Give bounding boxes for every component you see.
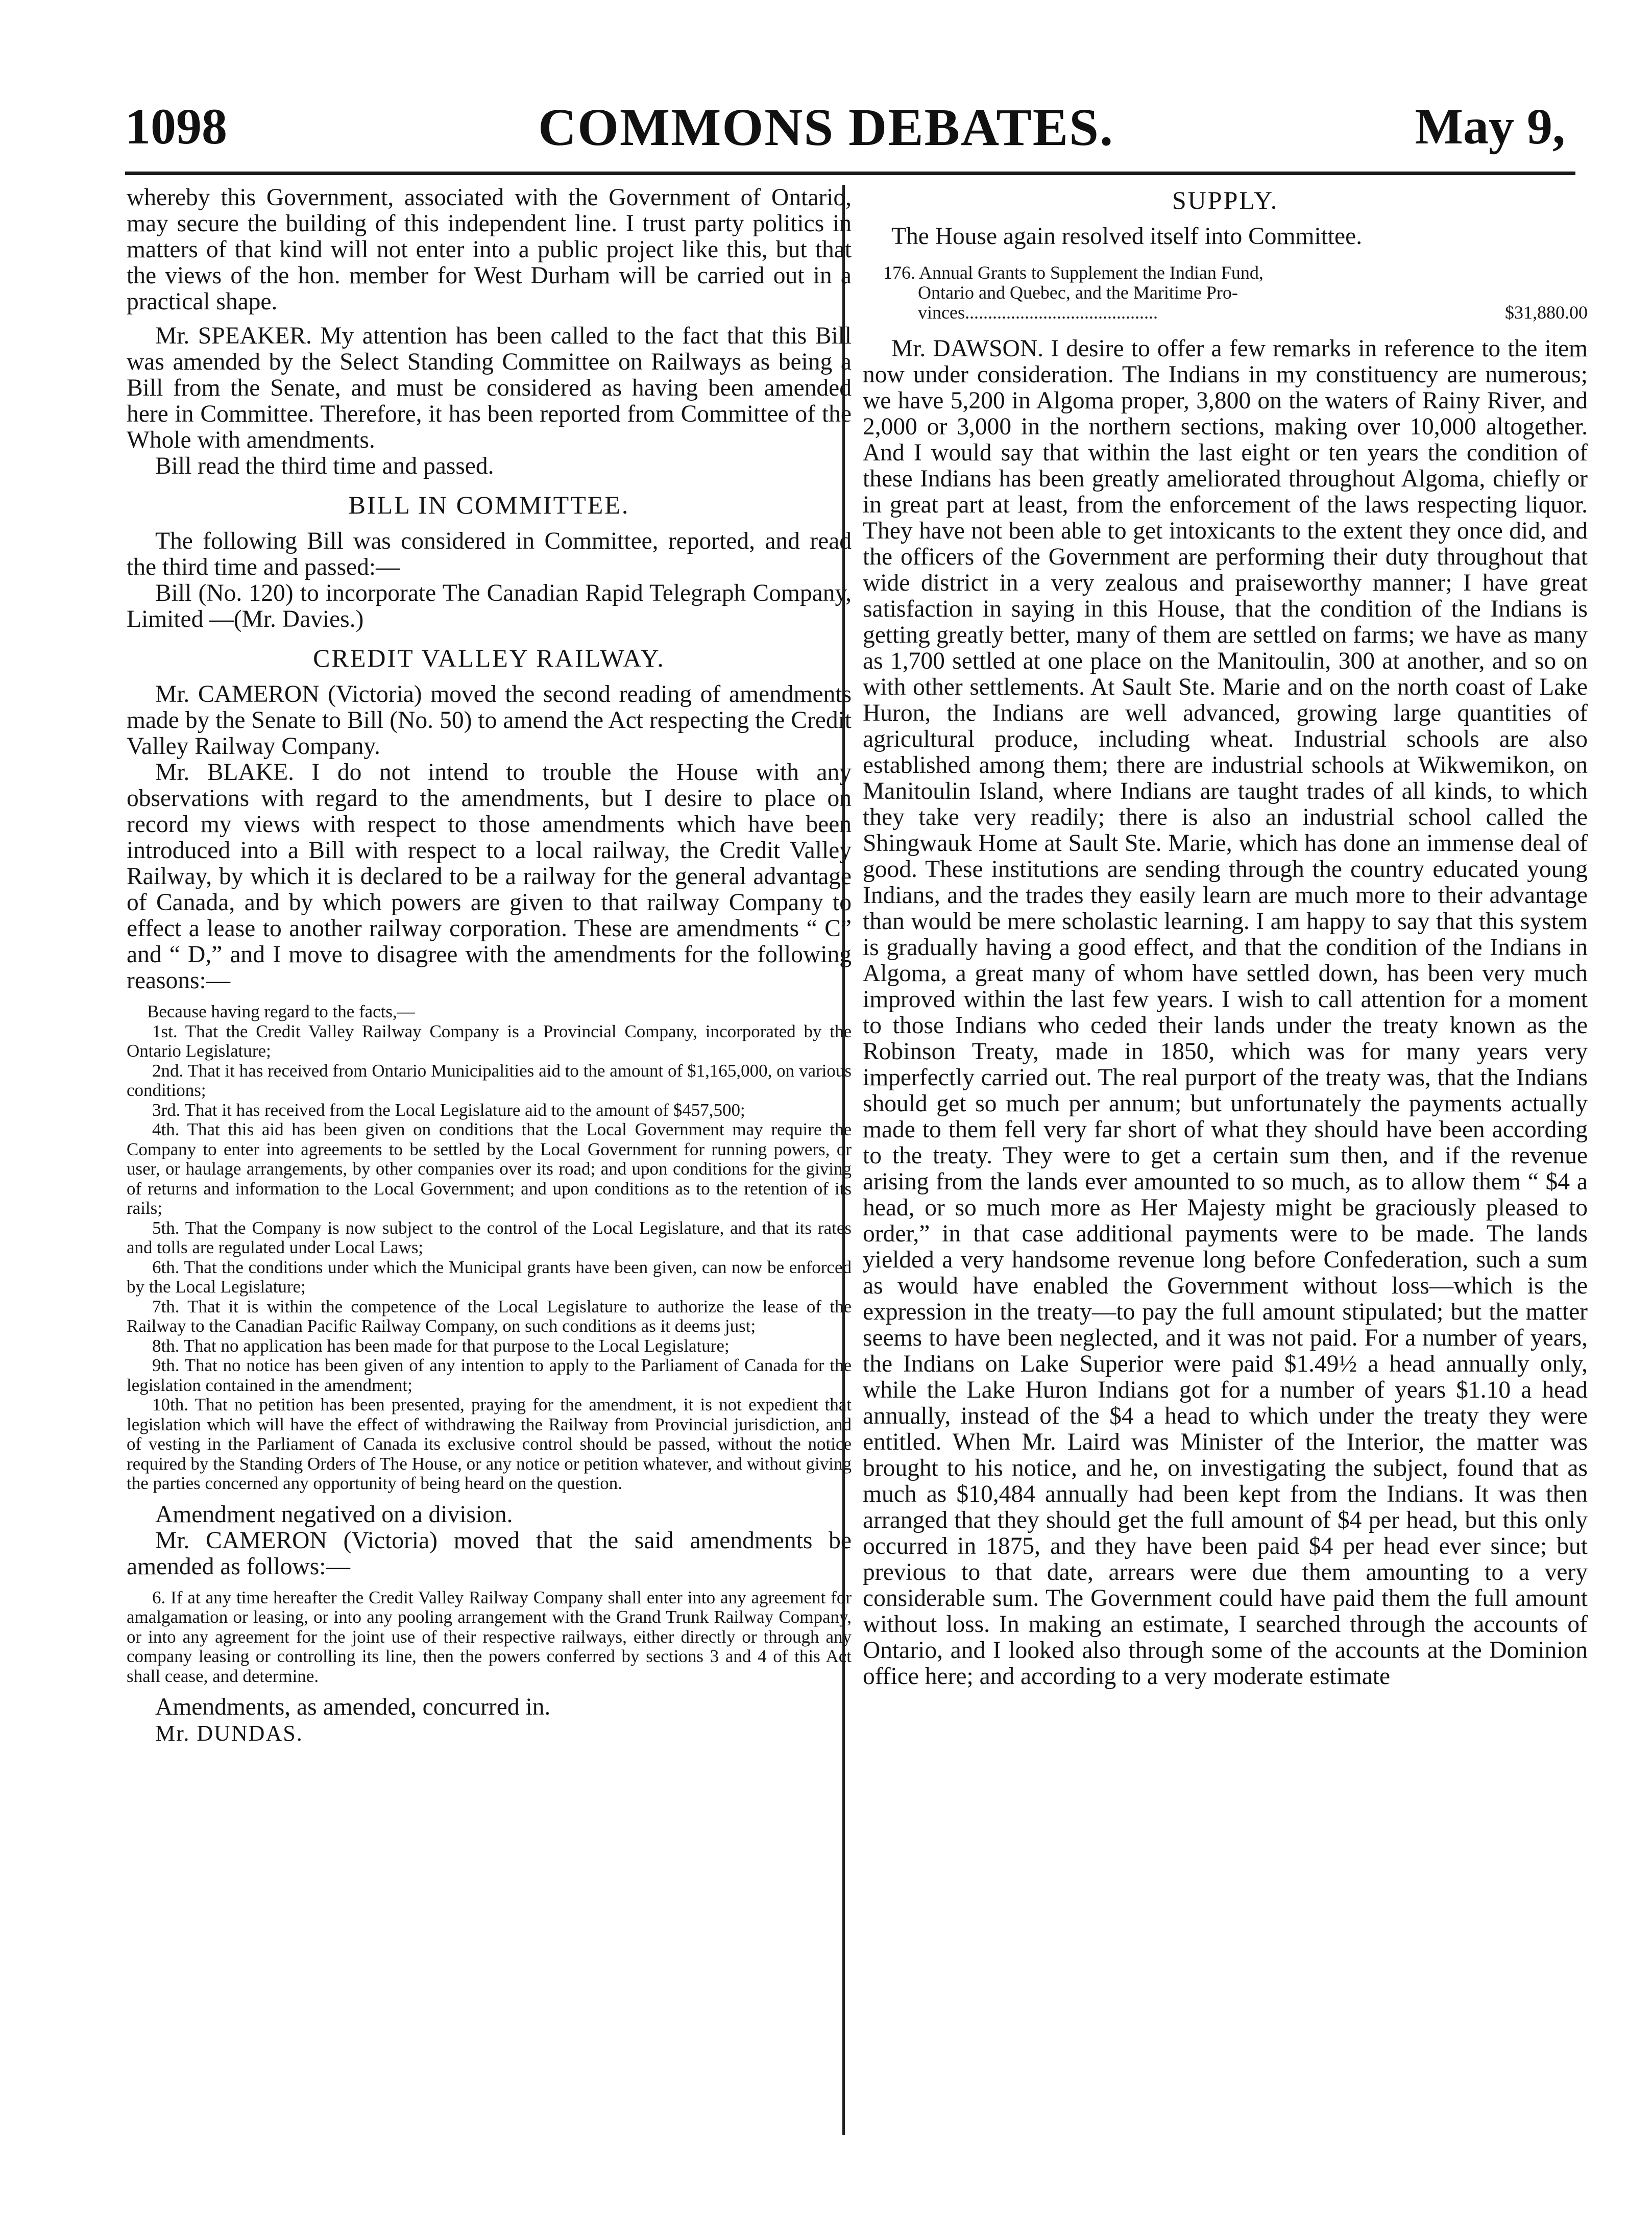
paragraph: Bill (No. 120) to incorporate The Canadian Rapid Telegraph Company, Limited —(Mr. Davies.) <box>127 580 852 632</box>
reason-item: 1st. That the Credit Valley Railway Company is a Provincial Company, incorporated by the Ontario Legislature; <box>127 1021 852 1061</box>
paragraph: Mr. SPEAKER. My attention has been called to the fact that this Bill was amended by the Select Standing Committee on Railways as being a Bill from the Senate, and must be considered as having been amended here in Committee. Therefore, it has been reported from Committee of the Whole with amendments. <box>127 323 852 453</box>
page-date: May 9, <box>1415 98 1565 155</box>
amendment-clause: 6. If at any time hereafter the Credit Valley Railway Company shall enter into any agreement for amalgamation or leasing, or into any pooling arrangement with the Grand Trunk Railway Company, or into any agreement for the joint use of their respective railways, either directly or through any company leasing or controlling its line, then the powers conferred by sections 3 and 4 of this Act shall cease, and determine. <box>127 1587 852 1686</box>
supply-item-line-3 <box>863 303 1588 323</box>
section-heading: CREDIT VALLEY RAILWAY. <box>313 644 665 672</box>
supply-item-amount: $31,880.00 <box>1505 302 1588 323</box>
paragraph: Mr. CAMERON (Victoria) moved the second reading of amendments made by the Senate to Bill (No. 50) to amend the Act respecting the Credit Valley Railway Company. <box>127 681 852 760</box>
paragraph: Mr. CAMERON (Victoria) moved that the said amendments be amended as follows:— <box>127 1527 852 1580</box>
left-column <box>127 185 852 1747</box>
supply-item-line: Ontario and Quebec, and the Maritime Pro- <box>918 282 1238 303</box>
paragraph: Amendment negatived on a division. <box>155 1501 513 1528</box>
section-heading: BILL IN COMMITTEE. <box>348 491 630 519</box>
paragraph: The House again resolved itself into Committee. <box>891 223 1363 250</box>
reason-item: 4th. That this aid has been given on conditions that the Local Government may require the Company to enter into agreements to be settled by the Local Government for running powers, or user, or haulage arrangements, by other companies over its road; and upon conditions for the giving of returns and information to the Local Government; and upon conditions as to the retention of its rails; <box>127 1119 852 1218</box>
paragraph: Mr. BLAKE. I do not intend to trouble the House with any observations with regard to the amendments, but I desire to place on record my views with respect to those amendments which have been introduced into a Bill with respect to a local railway, the Credit Valley Railway, by which it is declared to be a railway for the general advantage of Canada, and by which powers are given to that railway Company to effect a lease to another railway corporation. These are amendments “ C” and “ D,” and I move to disagree with the amendments for the following reasons:— <box>127 759 852 994</box>
supply-item-line-text: vinces.......................................... <box>918 302 1158 323</box>
reason-item: 7th. That it is within the competence of the Local Legislature to authorize the lease of the Railway to the Canadian Pacific Railway Company, on such conditions as it deems just; <box>127 1296 852 1336</box>
speaker-name: Mr. DUNDAS. <box>155 1721 303 1746</box>
supply-item <box>863 263 1588 323</box>
reason-item: 5th. That the Company is now subject to the control of the Local Legislature, and that its rates and tolls are regulated under Local Laws; <box>127 1217 852 1257</box>
paragraph: whereby this Government, associated with the Government of Ontario, may secure the building of this independent line. I trust party politics in matters of that kind will not enter into a public project like this, but that the views of the hon. member for West Durham will be carried out in a practical shape. <box>127 184 852 315</box>
reason-item: 2nd. That it has received from Ontario Municipalities aid to the amount of $1,165,000, on various conditions; <box>127 1060 852 1100</box>
reasons-intro: Because having regard to the facts,— <box>147 1002 415 1021</box>
page-title: COMMONS DEBATES. <box>538 98 1114 157</box>
paragraph: Bill read the third time and passed. <box>155 453 494 479</box>
reason-item: 8th. That no application has been made for that purpose to the Local Legislature; <box>152 1335 730 1356</box>
page-number: 1098 <box>125 98 227 155</box>
paragraph: Mr. DAWSON. I desire to offer a few remarks in reference to the item now under consideration. The Indians in my constituency are numerous; we have 5,200 in Algoma proper, 3,800 on the waters of Rainy River, and 2,000 or 3,000 in the northern sections, making over 10,000 altogether. And I would say that within the last eight or ten years the condition of these Indians has been greatly ameliorated throughout Algoma, chiefly or in great part at least, from the enforcement of the laws respecting liquor. They have not been able to get intoxicants to the extent they once did, and the officers of the Government are performing their duty throughout that wide district in a very zealous and praiseworthy manner; I have great satisfaction in saying in this House, that the condition of the Indians is getting greatly better, many of them are settled on farms; we have as many as 1,700 settled at one place on the Manitoulin, 300 at another, and so on with other settlements. At Sault Ste. Marie and on the north coast of Lake Huron, the Indians are well advanced, growing large quantities of agricultural produce, including wheat. Industrial schools are also established among them; there are industrial schools at Wikwemikon, on Manitoulin Island, where Indians are taught trades of all kinds, to which they take very readily; there is also an industrial school called the Shingwauk Home at Sault Ste. Marie, which has done an immense deal of good. These institutions are sending through the country educated young Indians, and the trades they easily learn are much more to their advantage than would be mere scholastic learning. I am happy to say that this system is gradually having a good effect, and that the condition of the Indians in Algoma, a great many of whom have settled down, has been very much improved within the last few years. I wish to call attention for a moment to those Indians who ceded their lands under the treaty known as the Robinson Treaty, made in 1850, which was for many years very imperfectly carried out. The real purport of the treaty was, that the Indians should get so much per annum; but unfortunately the payments actually made to them fell very far short of what they should have been according to the treaty. They were to get a certain sum then, and if the revenue arising from the lands ever amounted to so much, as to allow them “ $4 a head, or so much more as Her Majesty might be graciously pleased to order,” in that case additional payments were to be made. The lands yielded a very handsome revenue long before Confederation, such a sum as would have enabled the Government without loss—which is the expression in the treaty—to pay the full amount stipulated; but the matter seems to have been neglected, and it was not paid. For a number of years, the Indians on Lake Superior were paid $1.49½ a head annually only, while the Lake Huron Indians got for a number of years $1.10 a head annually, instead of the $4 a head to which under the treaty they were entitled. When Mr. Laird was Minister of the Interior, the matter was brought to his notice, and he, on investigating the subject, found that as much as $10,484 annually had been kept from the Indians. It was then arranged that they should get the full amount of $4 per head, but this only occurred in 1875, and they have been paid $4 per head ever since; but previous to that date, arrears were due them amounting to a very considerable sum. The Government could have paid them the full amount without loss. In making an estimate, I searched through the accounts of Ontario, and I looked also through some of the accounts at the Dominion office here; and according to a very moderate estimate <box>863 335 1588 1690</box>
header-rule <box>125 172 1575 175</box>
reason-item: 9th. That no notice has been given of any intention to apply to the Parliament of Canada for the legislation contained in the amendment; <box>127 1355 852 1395</box>
paragraph: The following Bill was considered in Committee, reported, and read the third time and passed:— <box>127 528 852 580</box>
paragraph: Amendments, as amended, concurred in. <box>155 1694 551 1720</box>
reason-item: 6th. That the conditions under which the Municipal grants have been given, can now be enforced by the Local Legislature; <box>127 1257 852 1297</box>
reason-item: 3rd. That it has received from the Local Legislature aid to the amount of $457,500; <box>152 1100 745 1120</box>
supply-item-line: 176. Annual Grants to Supplement the Indian Fund, <box>883 262 1264 283</box>
right-column <box>863 185 1588 1690</box>
section-heading: SUPPLY. <box>1172 186 1279 214</box>
reason-item: 10th. That no petition has been presented, praying for the amendment, it is not expedient that legislation which will have the effect of withdrawing the Railway from Provincial jurisdiction, and of vesting in the Parliament of Canada its exclusive control should be passed, without the notice required by the Standing Orders of The House, or any notice or petition whatever, and without giving the parties concerned any opportunity of being heard on the question. <box>127 1395 852 1493</box>
